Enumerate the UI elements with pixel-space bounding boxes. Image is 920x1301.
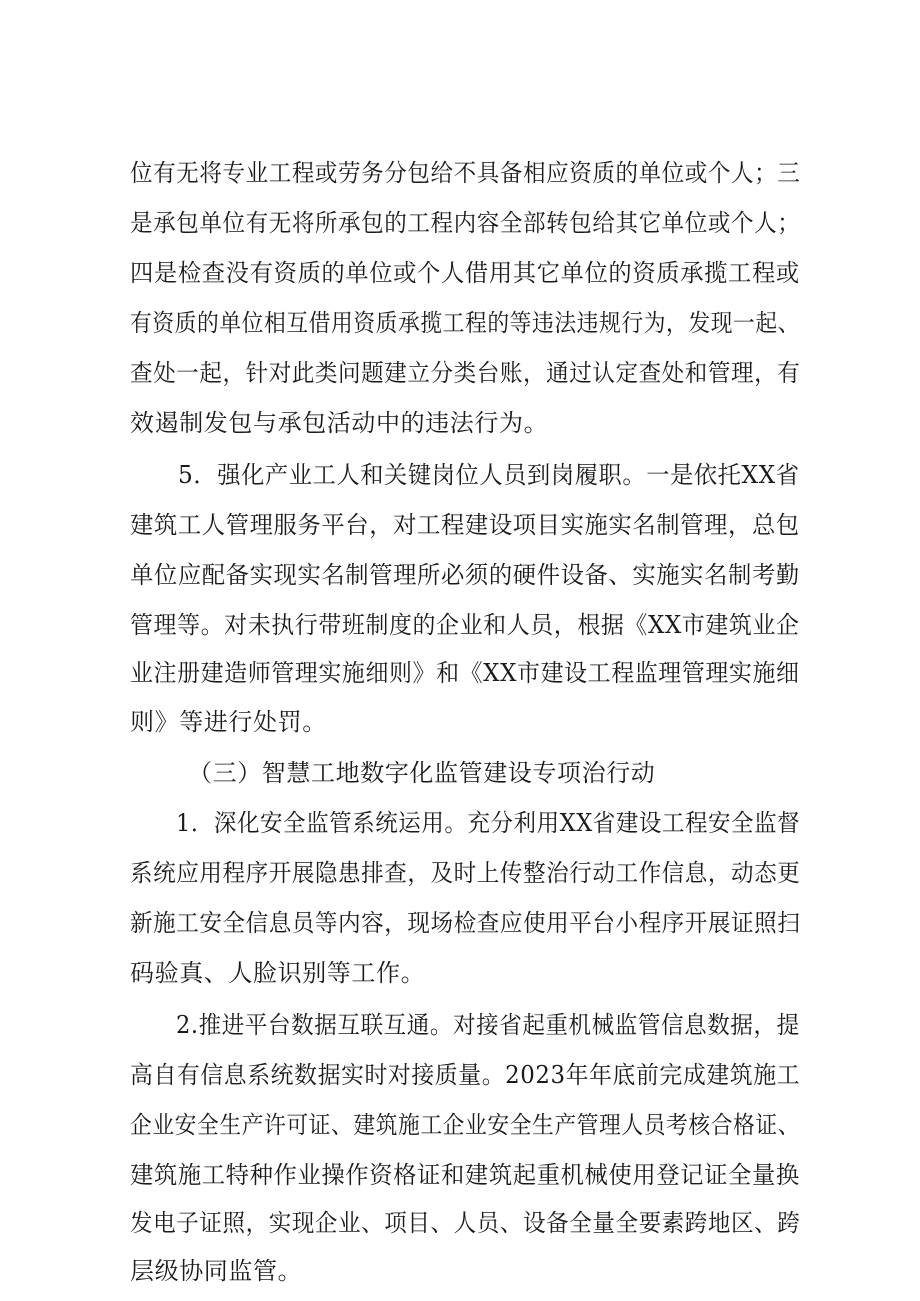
- paragraph-4-line-3: 企业安全生产许可证、建筑施工企业安全生产管理人员考核合格证、: [130, 1111, 801, 1139]
- paragraph-1-line-4: 有资质的单位相互借用资质承揽工程的等违法违规行为，发现一起、: [130, 309, 801, 337]
- paragraph-1-line-6: 效遏制发包与承包活动中的违法行为。: [130, 409, 549, 437]
- paragraph-2-line-6: 则》等进行处罚。: [130, 708, 327, 736]
- paragraph-3-line-2: 系统应用程序开展隐患排查，及时上传整治行动工作信息，动态更: [130, 859, 801, 887]
- paragraph-1-line-1: 位有无将专业工程或劳务分包给不具备相应资质的单位或个人；三: [130, 159, 801, 187]
- paragraph-4-line-2: 高自有信息系统数据实时对接质量。2023年年底前完成建筑施工: [130, 1061, 801, 1089]
- paragraph-2-line-3: 单位应配备实现实名制管理所必须的硬件设备、实施实名制考勤: [130, 561, 800, 589]
- section-heading: （三）智慧工地数字化监管建设专项治行动: [188, 759, 656, 787]
- paragraph-2-line-2: 建筑工人管理服务平台，对工程建设项目实施实名制管理，总包: [130, 511, 800, 539]
- paragraph-1-line-5: 查处一起，针对此类问题建立分类台账，通过认定查处和管理，有: [130, 359, 801, 387]
- paragraph-3-line-4: 码验真、人脸识别等工作。: [130, 959, 426, 987]
- paragraph-4-line-1: 2.推进平台数据互联互通。对接省起重机械监管信息数据，提: [176, 1011, 800, 1039]
- paragraph-2-line-1: 5．强化产业工人和关键岗位人员到岗履职。一是依托XX省: [178, 461, 800, 489]
- paragraph-2-line-4: 管理等。对未执行带班制度的企业和人员，根据《XX市建筑业企: [130, 611, 800, 639]
- paragraph-4-line-6: 层级协同监管。: [130, 1257, 303, 1285]
- paragraph-4-line-4: 建筑施工特种作业操作资格证和建筑起重机械使用登记证全量换: [130, 1161, 800, 1189]
- paragraph-3-line-1: 1．深化安全监管系统运用。充分利用XX省建设工程安全监督: [176, 809, 801, 837]
- paragraph-4-line-5: 发电子证照，实现企业、项目、人员、设备全量全要素跨地区、跨: [130, 1209, 801, 1237]
- paragraph-2-line-5: 业注册建造师管理实施细则》和《XX市建设工程监理管理实施细: [130, 659, 800, 687]
- paragraph-1-line-3: 四是检查没有资质的单位或个人借用其它单位的资质承揽工程或: [130, 259, 800, 287]
- paragraph-3-line-3: 新施工安全信息员等内容，现场检查应使用平台小程序开展证照扫: [130, 909, 801, 937]
- paragraph-1-line-2: 是承包单位有无将所承包的工程内容全部转包给其它单位或个人；: [130, 209, 801, 237]
